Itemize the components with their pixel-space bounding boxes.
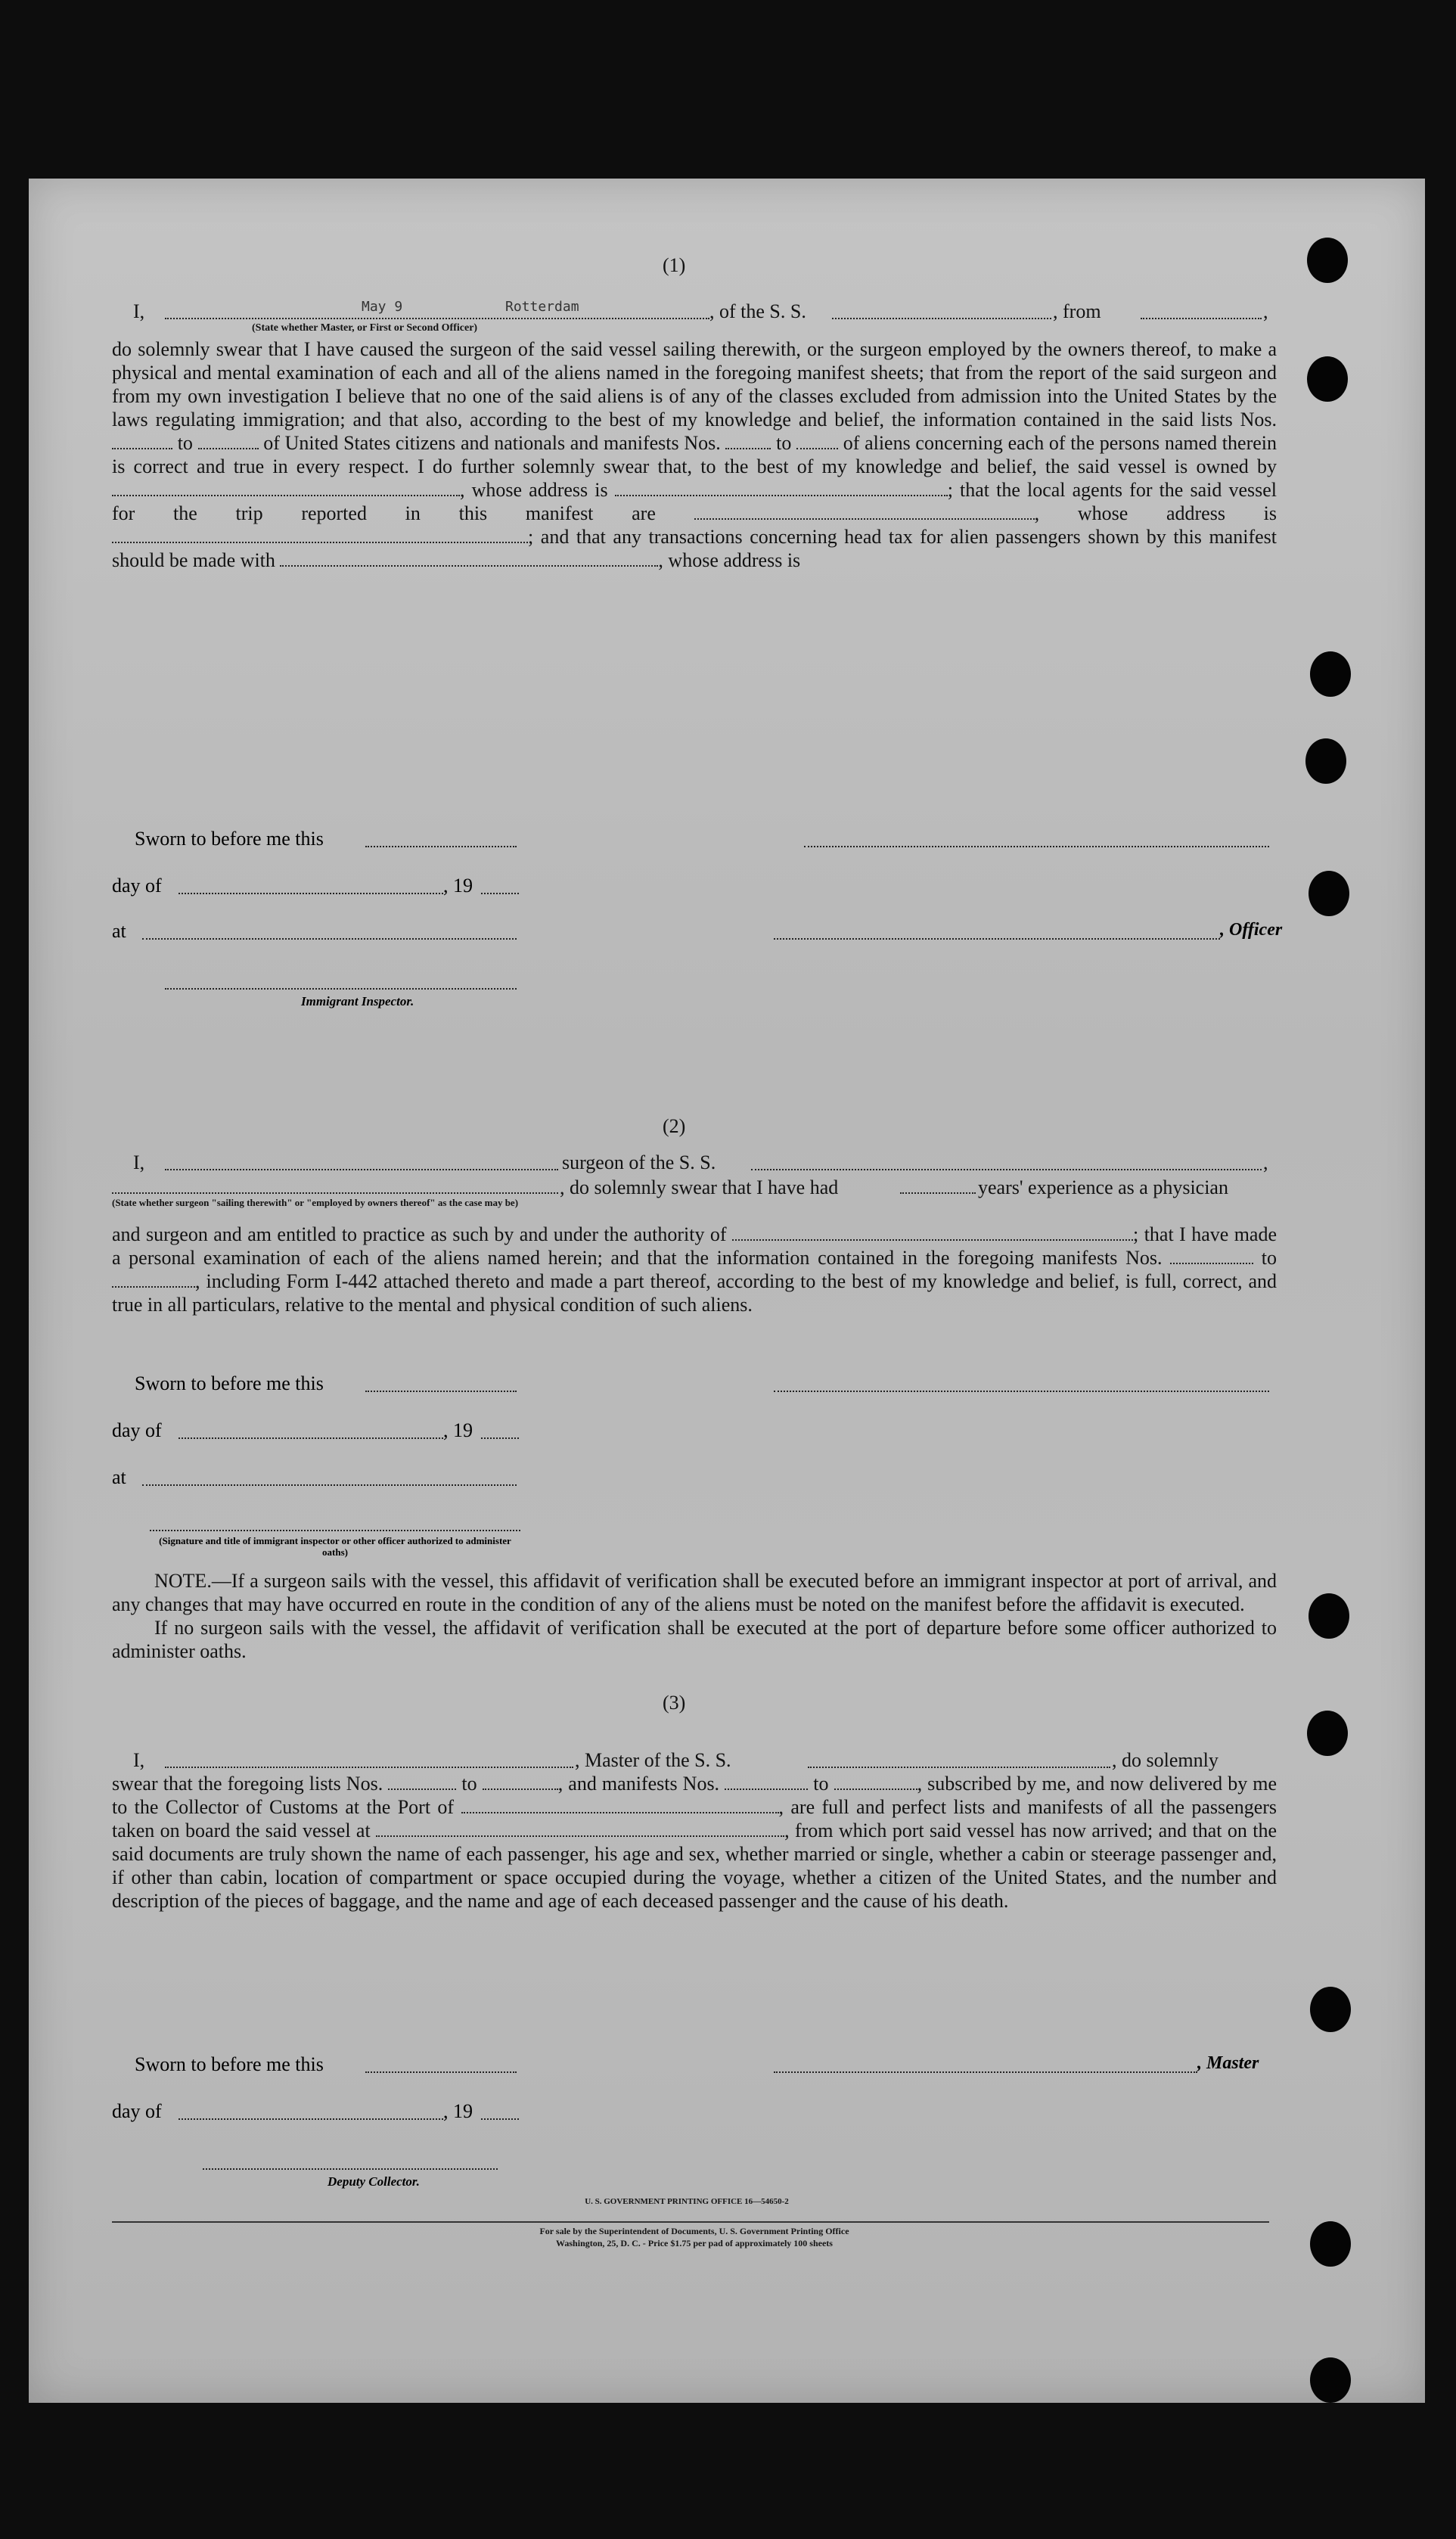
printing-office-line: U. S. GOVERNMENT PRINTING OFFICE 16—54650-2 [585,2197,789,2206]
immigrant-inspector-caption: Immigrant Inspector. [301,994,414,1008]
officer-title-field[interactable] [774,938,1220,940]
surgeon-status-note: (State whether surgeon "sailing therewith" or "employed by owners thereof" as the case may be) [112,1197,519,1208]
oath-paragraph-5: ; and that any transactions concerning head tax for alien passengers shown by this manifest should be made with [112,526,1277,571]
officer-rank-note: (State whether Master, or First or Second Officer) [252,322,478,334]
departure-port-field[interactable] [1141,318,1262,319]
year-field[interactable] [481,893,519,894]
owner-address-field[interactable] [615,478,948,496]
officer-signature-field[interactable] [804,846,1269,847]
alien-manifest-to-field[interactable] [796,431,838,449]
footer-rule [112,2221,1269,2223]
master-label: , Master [1197,2053,1259,2073]
handwritten-date: May 9 [362,299,403,315]
binder-hole [1309,1593,1349,1639]
master-list-from-field[interactable] [388,1772,456,1790]
binder-hole [1307,238,1348,283]
section-number: (3) [663,1692,686,1714]
head-tax-contact-field[interactable] [280,549,658,567]
vessel-owner-field[interactable] [112,478,460,496]
sworn-date-field[interactable] [365,846,517,847]
day-of-field[interactable] [179,1437,443,1439]
section-1-oath: I, May 9 Rotterdam , of the S. S. , from , (State whether Master, or First or Second Officer) do solemnly swear that I have caused the surgeon of the said vessel sailing therewith, or the surgeon employed by the owners thereof, to make a physical and mental examination of each and all of the aliens named in the foregoing manifest sheets; that from the report of the said surgeon and from my own investigation I believe that no one of the said aliens is of any of the classes excluded from admission into the United States by the laws regulating immigration; and that also, according to the best of my knowledge and belief, the information contained in the said lists Nos. to of United States citizens and nationals and manifests Nos. to of aliens concerning each of the persons named therein is correct and true in every respect. I do further solemnly swear that, to the best of my knowledge and belief, the said vessel is owned by , whose address is ; that the local agents for the said vessel for the trip reported in this manifest are , whose address is ; and that any transactions concerning head tax for alien passengers shown by this manifest should be made with , whose address is [112,300,1277,572]
citizen-list-to-field[interactable] [198,431,259,449]
at-place-field[interactable] [142,1484,517,1486]
surgeon-status-field[interactable] [112,1192,558,1194]
officer-label: , Officer [1220,920,1283,940]
note-label: NOTE. [154,1570,212,1592]
binder-hole [1310,2221,1351,2267]
practice-authority-field[interactable] [732,1223,1133,1241]
of-ss-label: , of the S. S. [709,300,806,322]
binder-hole [1307,356,1348,402]
section-number: (2) [663,1115,686,1137]
master-manifest-to-field[interactable] [834,1772,917,1790]
sale-notice-line-2: Washington, 25, D. C. - Price $1.75 per pad of approximately 100 sheets [556,2238,833,2248]
from-label: , from [1053,300,1101,322]
agents-address-field[interactable] [112,525,528,543]
section-number: (1) [663,254,686,276]
master-manifest-from-field[interactable] [725,1772,808,1790]
binder-hole [1310,1987,1351,2032]
administering-officer-signature-field[interactable] [150,1530,520,1531]
surgeon-manifest-from-field[interactable] [1170,1246,1253,1264]
binder-hole [1310,2357,1351,2403]
day-of-field[interactable] [179,2118,443,2120]
oath-paragraph-3: of aliens concerning each of the persons named therein is correct and true in every respect. I do further solemnly swear that, to the best of my knowledge and belief, the said vessel is owned by [112,432,1277,477]
surgeon-signature-field[interactable] [774,1391,1269,1392]
surgeon-name-field[interactable] [165,1169,558,1170]
deputy-collector-signature-field[interactable] [203,2168,498,2170]
section-2-surgeon-oath: I, surgeon of the S. S. , , do solemnly swear that I have had years' experience as a physician (State whether surgeon "sailing therewith" or "employed by owners thereof" as the case may be) and surgeon and am entitled to practice as such by and under the authority of ; that I have made a personal examination of each of the aliens named herein; and that the information contained in the foregoing manifests Nos. to , including Form I-442 attached thereto and made a part thereof, according to the best of my knowledge and belief, is full, correct, and true in all particulars, relative to the mental and physical condition of such aliens. [112,1151,1277,1316]
binder-hole [1310,651,1351,697]
embarkation-port-field[interactable] [376,1819,784,1837]
customs-port-field[interactable] [461,1795,779,1813]
alien-manifest-from-field[interactable] [725,431,771,449]
surgeon-vessel-field[interactable] [751,1169,1262,1170]
sworn-date-field[interactable] [365,1391,517,1392]
citizen-list-from-field[interactable] [112,431,172,449]
master-signature-field[interactable] [774,2071,1197,2073]
section-3-master-oath: I, , Master of the S. S. , do solemnly swear that the foregoing lists Nos. to , and manifests Nos. to , subscribed by me, and now delivered by me to the Collector of Customs at the Port of , are full and perfect lists and manifests of all the passengers taken on board the said vessel at , from which port said vessel has now arrived; and that on the said documents are truly shown the name of each passenger, his age and sex, whether married or single, whether a cabin or steerage passenger and, if other than cabin, location of compartment or space occupied during the voyage, whether a citizen of the United States, and the number and description of the pieces of baggage, and the name and age of each deceased passenger and the cause of his death. [112,1749,1277,1912]
master-vessel-field[interactable] [808,1767,1110,1768]
deputy-collector-caption: Deputy Collector. [328,2174,420,2189]
at-place-field[interactable] [142,938,517,940]
binder-hole [1309,871,1349,916]
handwritten-place: Rotterdam [505,299,579,315]
year-field[interactable] [481,2118,519,2120]
surgeon-manifest-to-field[interactable] [112,1270,195,1288]
at-label: at [112,920,126,942]
oath-paragraph-4: that the local agents for the said vessel for the trip reported in this manifest are [112,479,1277,524]
officer-name-field[interactable] [165,318,709,319]
master-list-to-field[interactable] [483,1772,558,1790]
administering-officer-caption: (Signature and title of immigrant inspector or other officer authorized to administer oaths) [159,1535,511,1558]
day-of-field[interactable] [179,893,443,894]
master-name-field[interactable] [165,1767,573,1768]
year-field[interactable] [481,1437,519,1439]
day-of-label: day of [112,875,162,897]
oath-paragraph-1: do solemnly swear that I have caused the surgeon of the said vessel sailing therewith, or the surgeon employed by the owners thereof, to make a physical and mental examination of each and all of the aliens named in the foregoing manifest sheets; that from the report of the said surgeon and from my own investigation I believe that no one of the said aliens is of any of the classes excluded from admission into the United States by the laws regulating immigration; and that also, according to the best of my knowledge and belief, the information contained in the said lists Nos. [112,338,1277,430]
vessel-name-field[interactable] [832,318,1051,319]
sworn-label: Sworn to before me this [135,828,324,850]
local-agents-field[interactable] [694,502,1035,520]
oath-paragraph-2: of United States citizens and nationals and manifests Nos. [263,432,721,454]
years-experience-field[interactable] [900,1192,976,1194]
sworn-date-field[interactable] [365,2071,517,2073]
binder-hole [1305,738,1346,784]
year-label: , 19 [443,875,473,897]
binder-hole [1307,1711,1348,1756]
sale-notice-line-1: For sale by the Superintendent of Documents, U. S. Government Printing Office [539,2226,849,2236]
document-page: (1) I, May 9 Rotterdam , of the S. S. , from , (State whether Master, or First or Second Officer) do solemnly swear that I have caused the surgeon of the said vessel sailing therewith, or the surgeon employed by the owners thereof, to make a physical and mental examination of each and all of the aliens named in the foregoing manifest sheets; that from the report of the said surgeon and from my own investigation I believe that no one of the said aliens is of any of the classes excluded from admission into the United States by the laws regulating immigration; and that also, according to the best of my knowledge and belief, the information contained in the said lists Nos. to of United States citizens and nationals and manifests Nos. to of aliens concerning each of the persons named therein is correct and true in every respect. I do further solemnly swear that, to the best of my knowledge and belief, the said vessel is owned by , whose address is ; that the local agents for the said vessel for the trip reported in this manifest are , whose address is ; and that any transactions concerning head tax for alien passengers shown by this manifest should be made with , whose address is Sworn to before me this day of , 19 at , Officer Immigrant Inspector. (2) I, surgeon of the S. S. , , do solemnly swear that I have had years' experience as a physician (State whether surgeon "sailing therewith" or "employed by owners thereof" as the case may be) and surgeon and am entitled to practice as such by and under the authority of ; that I have made a personal examination of each of the aliens named herein; and that the information contained in the foregoing manifests Nos. to , including Form I-442 attached thereto and made a part thereof, according to the best of my knowledge and belief, is full, correct, and true in all particulars, relative to the mental and physical condition of such aliens. Sworn to before me this day of , 19 at (Signature and title of immigrant inspector or other officer authorized to administer oaths) NOTE.—If a surgeon sails with the vessel, this affidavit of verification shall be executed before an immigrant inspector at port of arrival, and any changes that may have occurred en route in the condition of any of the aliens must be noted on the manifest before the affidavit is executed. If no surgeon sails with the vessel, the affidavit of verification shall be executed at the port of departure before some officer authorized to administer oaths. (3) I, , Master of the S. S. , do solemnly swear that the foregoing lists Nos. to , and manifests Nos. to , subscribed by me, and now delivered by me to the Collector of Customs at the Port of , are full and perfect lists and manifests of all the passengers taken on board the said vessel at , from which port said vessel has now arrived; and that on the said documents are truly shown the name of each passenger, his age and sex, whether married or single, whether a cabin or steerage passenger and, if other than cabin, location of compartment or space occupied during the voyage, whether a citizen of the United States, and the number and description of the pieces of baggage, and the name and age of each deceased passenger and the cause of his death. Sworn to before me this , Master day of , 19 Deputy Collector. U. S. GOVERNMENT PRINTING OFFICE 16—54650-2 For sale by the Superintendent of Documents, U. S. Government Printing Office Washington, 25, D. C. - Price $1.75 per pad of approximately 100 sheets [29,179,1425,2403]
oath-i-label: I, [133,300,145,322]
inspector-signature-field[interactable] [165,988,517,990]
surgeon-affidavit-note: NOTE.—If a surgeon sails with the vessel, this affidavit of verification shall be executed before an immigrant inspector at port of arrival, and any changes that may have occurred en route in the condition of any of the aliens must be noted on the manifest before the affidavit is executed. If no surgeon sails with the vessel, the affidavit of verification shall be executed at the port of departure before some officer authorized to administer oaths. [112,1570,1277,1662]
